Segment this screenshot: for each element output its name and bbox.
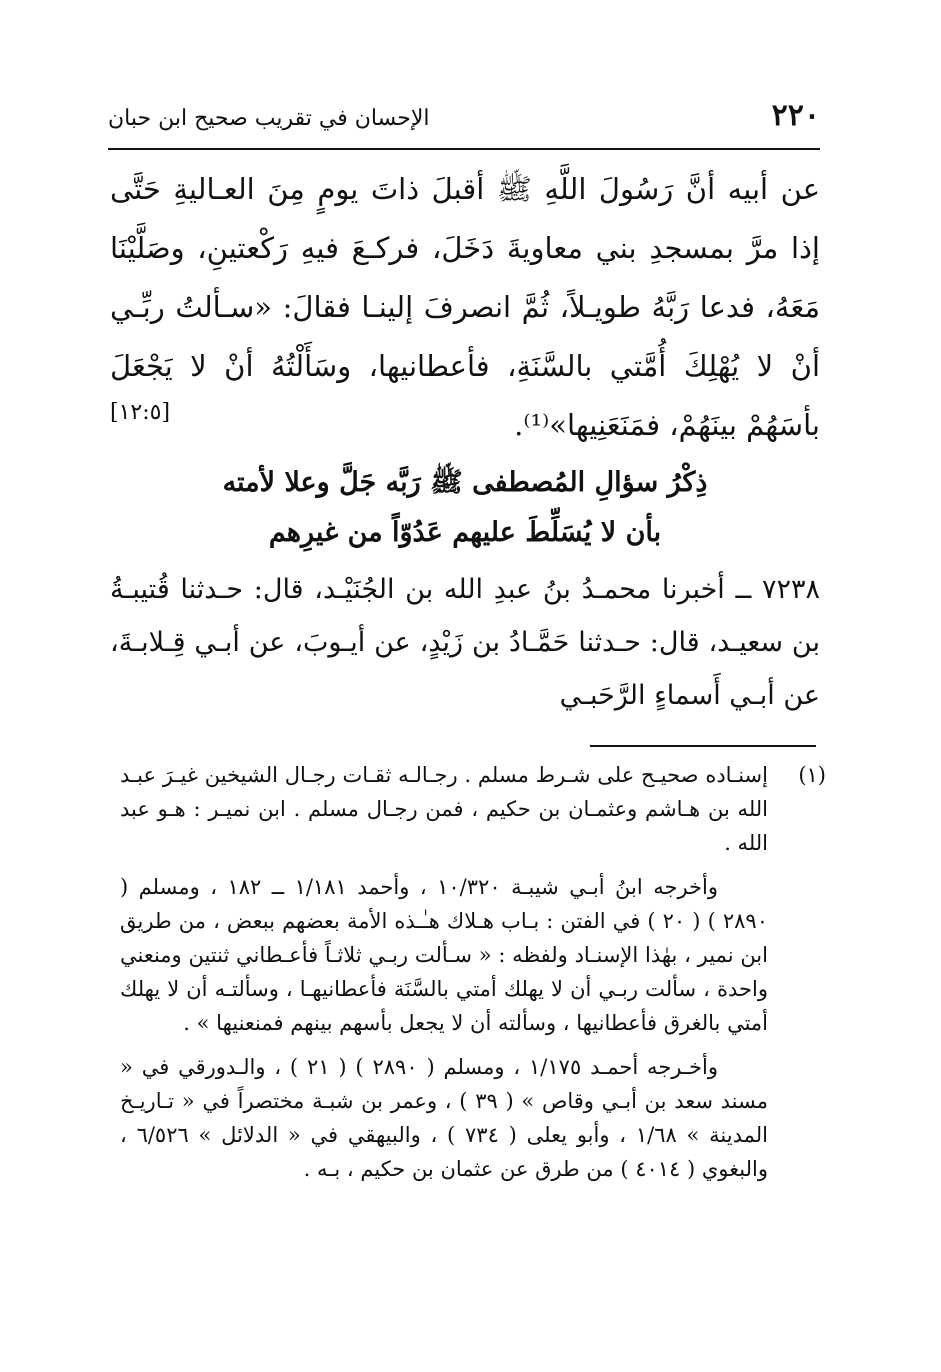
hadith-reference: [١٢:٥] bbox=[110, 400, 171, 425]
hadith-entry: ٧٢٣٨ ــ أخبرنا محمـدُ بنُ عبدِ الله بن الجُنَيْـد، قال: حـدثنا قُتيبـةُ بن سعيـد، قال: حـدثنا حَمَّـادُ بن زَيْدٍ، عن أيـوبَ، عن أبـي قِـلابـةَ، عن أبـي أَسماءٍ الرَّحَبـي bbox=[110, 574, 820, 711]
footnote-body bbox=[120, 758, 768, 1186]
hadith-text: عن أبيه أنَّ رَسُولَ اللَّهِ ﷺ أقبلَ ذاتَ يومٍ مِنَ العـاليةِ حَتَّى إذا مرَّ بمسجدِ بني معاويةَ دَخَلَ، فركـعَ فيهِ رَكْعتينِ، وصَلَّيْنَا مَعَهُ، فدعا رَبَّهُ طويـلاً، ثُمَّ انصرفَ إلينـا فقالَ: «سـألتُ ربِّـي أنْ لا يُهْلِكَ أُمَّتي بالسَّنَةِ، فأعطانيها، وسَأَلْتُهُ أنْ لا يَجْعَلَ بأسَهُمْ بينَهُمْ، فمَنَعَنِيها»⁽¹⁾. bbox=[110, 172, 820, 442]
page-number: ٢٢٠ bbox=[771, 98, 820, 133]
footnote-note: إسنـاده صحيـح على شـرط مسلم . رجـالـه ثقـات رجـال الشيخين غيـرَ عبـد الله بن هـاشم وعثمـان بن حكيم ، فمن رجـال مسلم . ابن نميـر : هـو عبد الله . bbox=[120, 763, 768, 855]
section-heading-line-2: بأن لا يُسَلِّطَ عليهم عَدُوّاً من غيرِهم bbox=[268, 517, 662, 548]
section-heading-line-1: ذِكْرُ سؤالِ المُصطفى ﷺ رَبَّه جَلَّ وعلا لأمته bbox=[222, 467, 708, 498]
page-header bbox=[108, 98, 820, 142]
footnote-separator bbox=[590, 745, 816, 747]
footnotes bbox=[120, 758, 826, 1186]
running-title: الإحسان في تقريب صحيح ابن حبان bbox=[108, 106, 430, 131]
footnote-1 bbox=[120, 758, 826, 1186]
footnote-paragraph-3: وأخـرجه أحمـد ١/١٧٥ ، ومسلم ( ٢٨٩٠ ) ( ٢١ ) ، والـدورقي في « مسند سعد بن أبـي وقاص » ( ٣٩ ) ، وعمر بن شبـة مختصراً في « تـاريـخ المدينة » ١/٦٨ ، وأبو يعلى ( ٧٣٤ ) ، والبيهقي في « الدلائل » ٦/٥٢٦ ، والبغوي ( ٤٠١٤ ) من طرق عن عثمان بن حكيم ، بـه . bbox=[120, 1055, 769, 1181]
footnote-marker: (١) bbox=[798, 763, 826, 787]
section-heading bbox=[110, 458, 820, 558]
footnote-paragraph-2: وأخرجه ابنُ أبـي شيبـة ١٠/٣٢٠ ، وأحمد ١/١٨١ ــ ١٨٢ ، ومسلم ( ٢٨٩٠ ) ( ٢٠ ) في الفتن : بـاب هـلاك هـٰـذه الأمة بعضهم ببعض ، من طريق ابن نمير ، بهٰذا الإسنـاد ولفظه : « سـألت ربـي ثلاثـاً فأعـطاني ثنتين ومنعني واحدة ، سألت ربـي أن لا يهلك أمتي بالسَّنَة فأعطانيهـا ، وسألتـه أن لا يهلك أمتي بالغرق فأعطانيها ، وسألته أن لا يجعل بأسهم بينهم فمنعنيها » . bbox=[120, 875, 768, 1035]
header-rule bbox=[108, 148, 820, 150]
